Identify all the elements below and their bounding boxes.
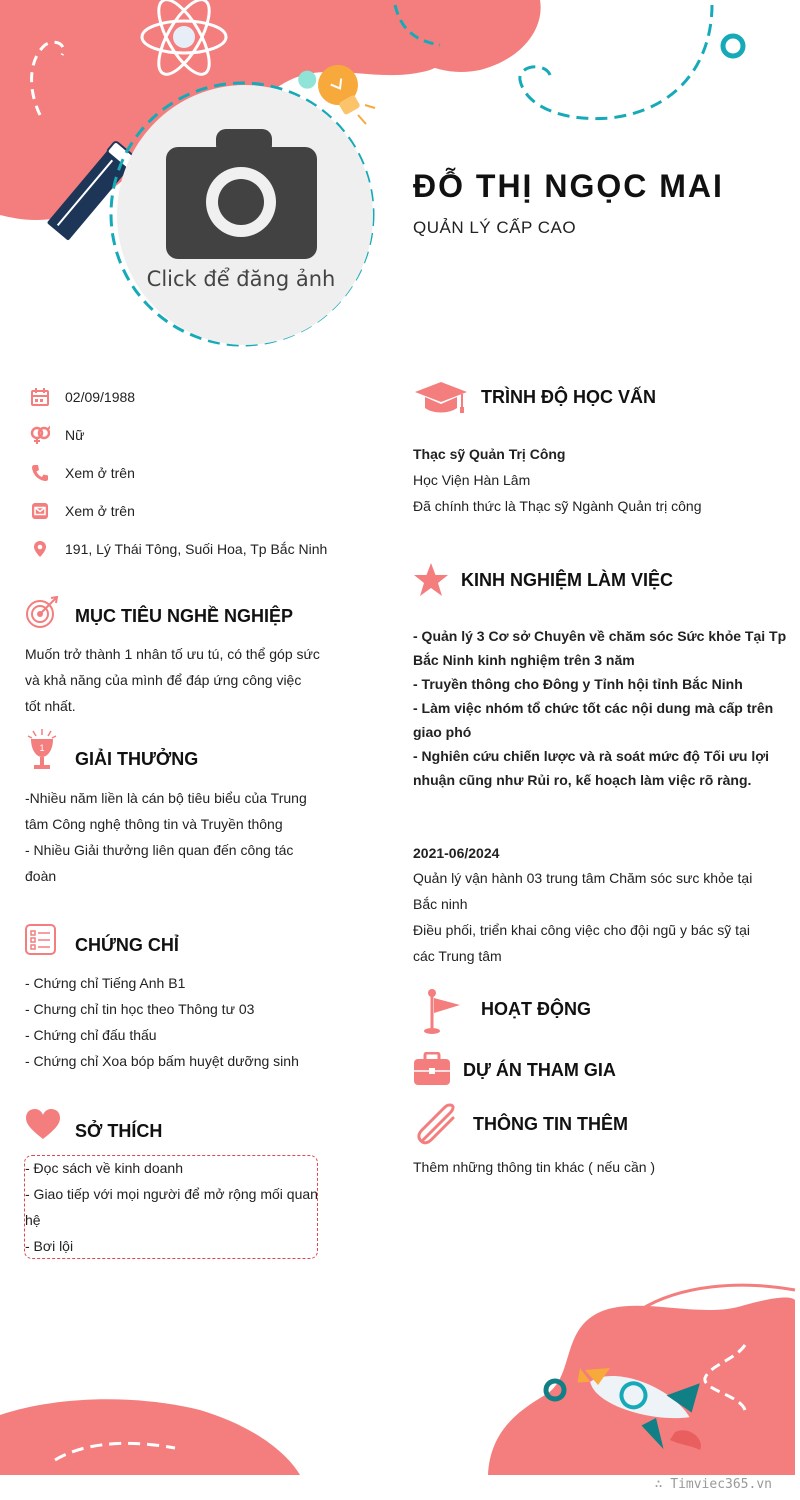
- hobby-line: - Giao tiếp với mọi người để mở rộng mối quan: [25, 1186, 318, 1202]
- activities-heading: HOẠT ĐỘNG: [481, 999, 591, 1019]
- bottom-left-blob: [0, 1399, 300, 1475]
- awards-line: -Nhiều năm liền là cán bộ tiêu biểu của Trung: [25, 790, 307, 806]
- address-row: [30, 537, 327, 561]
- phone-value: Xem ở trên: [65, 465, 135, 481]
- awards-line: tâm Công nghệ thông tin và Truyền thông: [25, 816, 283, 832]
- experience-detail-line: các Trung tâm: [413, 948, 502, 964]
- awards-heading: GIẢI THƯỞNG: [75, 749, 199, 769]
- school: Học Viện Hàn Lâm: [413, 472, 531, 488]
- job-title: QUẢN LÝ CẤP CAO: [413, 218, 577, 237]
- gender-row: [30, 423, 84, 447]
- dashed-curve-top-right: [520, 5, 712, 119]
- education-heading: TRÌNH ĐỘ HỌC VẤN: [481, 387, 656, 407]
- briefcase-icon: [413, 1052, 451, 1091]
- additional-text: Thêm những thông tin khác ( nếu cần ): [413, 1159, 656, 1175]
- phone-icon: [30, 463, 50, 483]
- hobbies-text: [25, 1155, 318, 1259]
- birthday-row: [30, 385, 135, 409]
- gender-icon: [30, 425, 50, 445]
- experience-period: 2021-06/2024: [413, 845, 500, 861]
- target-icon: [25, 596, 59, 635]
- certificate-item: - Chưng chỉ tin học theo Thông tư 03: [25, 1001, 255, 1017]
- certificate-item: - Chứng chỉ Tiếng Anh B1: [25, 975, 186, 991]
- birthday-value: 02/09/1988: [65, 389, 136, 405]
- address-value: 191, Lý Thái Tông, Suối Hoa, Tp Bắc Ninh: [65, 541, 328, 557]
- email-value: Xem ở trên: [65, 503, 135, 519]
- avatar-placeholder[interactable]: [117, 85, 373, 345]
- hobby-line: hệ: [25, 1212, 41, 1228]
- paperclip-icon: [416, 1103, 460, 1150]
- awards-line: - Nhiều Giải thưởng liên quan đến công tác: [25, 842, 294, 858]
- upload-photo-label[interactable]: Click để đăng ảnh: [146, 267, 336, 291]
- hobby-line: - Bơi lội: [25, 1238, 74, 1254]
- graduation-cap-icon: [413, 380, 469, 421]
- trophy-icon: [25, 727, 59, 778]
- location-pin-icon: [30, 539, 50, 559]
- objective-line: và khả năng của mình để đáp ứng công việc: [25, 672, 302, 688]
- additional-heading: THÔNG TIN THÊM: [473, 1114, 628, 1134]
- certificate-item: - Chứng chỉ Xoa bóp bấm huyệt dưỡng sinh: [25, 1053, 299, 1069]
- certificate-item: - Chứng chỉ đấu thấu: [25, 1027, 157, 1043]
- ring-dot-top-right: [723, 36, 743, 56]
- objective-line: tốt nhất.: [25, 698, 76, 714]
- education-note: Đã chính thức là Thạc sỹ Ngành Quản trị công: [413, 498, 702, 514]
- camera-icon: [117, 85, 373, 345]
- phone-row: [30, 461, 135, 485]
- certificates-heading: CHỨNG CHỈ: [75, 935, 179, 955]
- email-row: [30, 499, 135, 523]
- awards-text: [25, 785, 318, 889]
- certificate-list-icon: [25, 924, 57, 961]
- watermark: ∴ Timviec365.vn: [654, 1477, 772, 1492]
- experience-line: giao phó: [413, 724, 472, 740]
- objective-heading: MỤC TIÊU NGHỀ NGHIỆP: [75, 606, 294, 626]
- email-icon: [30, 501, 50, 521]
- experience-heading: KINH NGHIỆM LÀM VIỆC: [461, 570, 674, 590]
- gender-value: Nữ: [65, 427, 85, 443]
- experience-line: - Quản lý 3 Cơ sở Chuyên về chăm sóc Sức khỏe Tại Tp: [413, 628, 787, 644]
- calendar-icon: [30, 387, 50, 407]
- experience-line: - Nghiên cứu chiến lược và rà soát mức độ Tối ưu lợi: [413, 748, 770, 764]
- awards-line: đoàn: [25, 868, 57, 884]
- experience-line: Bắc Ninh kinh nghiệm trên 3 năm: [413, 652, 635, 668]
- objective-text: [25, 641, 318, 719]
- hobbies-heading: SỞ THÍCH: [75, 1121, 163, 1141]
- experience-line: - Truyền thông cho Đông y Tỉnh hội tỉnh Bắc Ninh: [413, 676, 743, 692]
- experience-line: - Làm việc nhóm tổ chức tốt các nội dung mà cấp trên: [413, 700, 774, 716]
- svg-text:1: 1: [39, 743, 45, 753]
- experience-highlights: [413, 624, 787, 792]
- hobby-line: - Đọc sách về kinh doanh: [25, 1160, 183, 1176]
- heart-icon: [25, 1108, 61, 1145]
- experience-details: [413, 865, 769, 969]
- education-details: [413, 441, 769, 519]
- experience-detail-line: Điều phối, triển khai công việc cho đội ngũ y bác sỹ tại: [413, 922, 750, 938]
- degree: Thạc sỹ Quản Trị Công: [413, 446, 566, 462]
- experience-detail-line: Bắc ninh: [413, 896, 468, 912]
- star-icon: [413, 562, 449, 603]
- experience-detail-line: Quản lý vận hành 03 trung tâm Chăm sóc sưc khỏe tại: [413, 870, 753, 886]
- certificates-list: [25, 970, 318, 1074]
- experience-line: nhuận cũng như Rủi ro, kế hoạch làm việc rõ ràng.: [413, 772, 752, 788]
- candidate-name: ĐỖ THỊ NGỌC MAI: [413, 168, 724, 204]
- objective-line: Muốn trở thành 1 nhân tố ưu tú, có thể góp sức: [25, 646, 320, 662]
- flag-icon: [420, 988, 464, 1041]
- projects-heading: DỰ ÁN THAM GIA: [463, 1060, 616, 1080]
